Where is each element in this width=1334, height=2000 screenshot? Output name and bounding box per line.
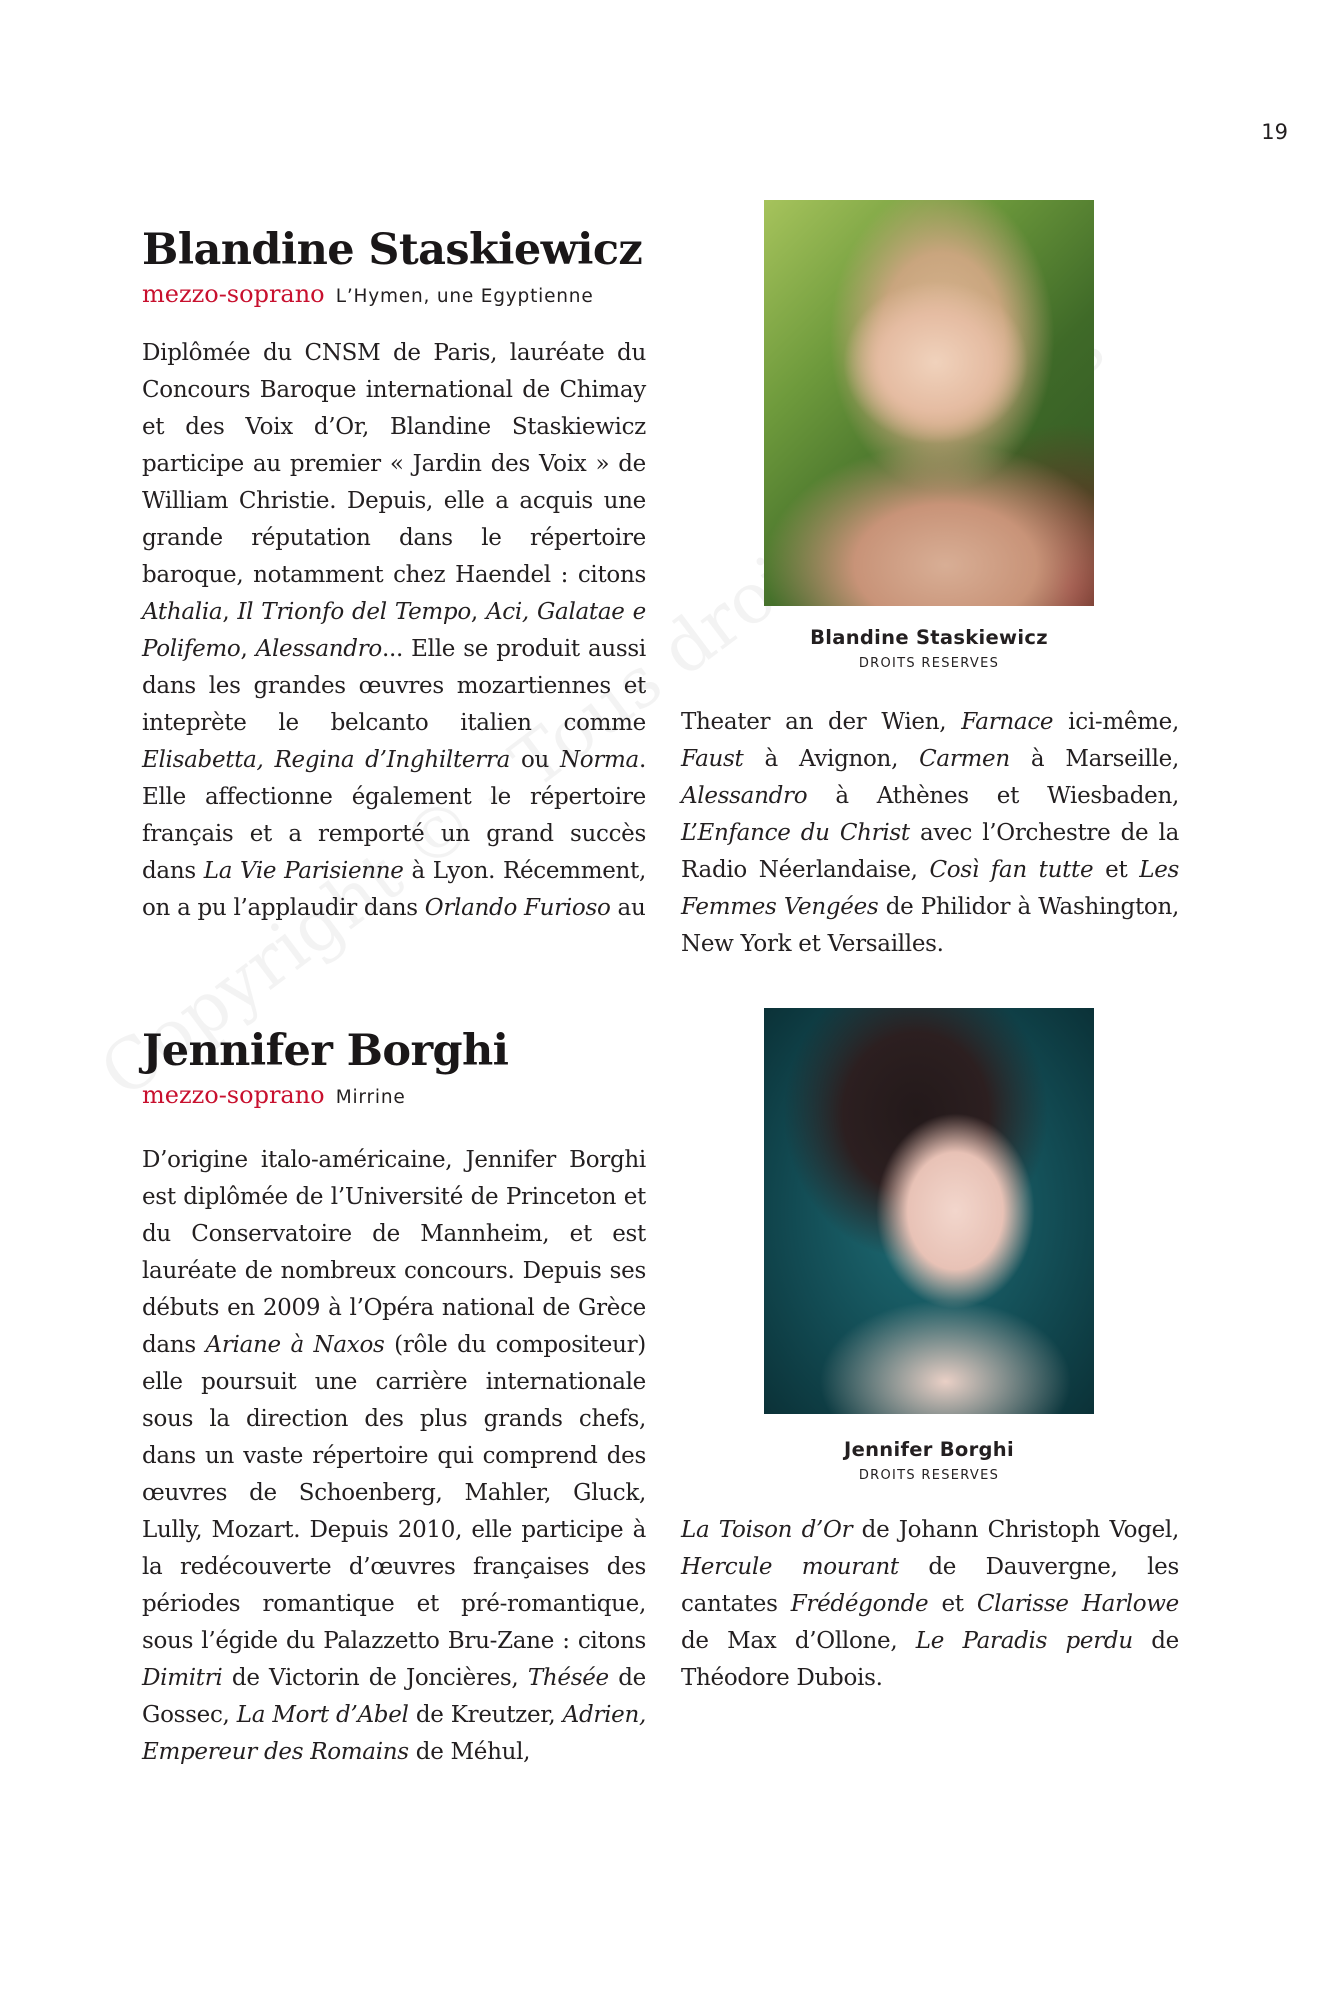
photo-credit: DROITS RESERVES [858,656,1000,671]
photo-caption: Jennifer Borghi [844,1438,1014,1461]
artist-name: Jennifer Borghi [142,1026,509,1076]
artist-photo [764,1008,1094,1414]
opera-role: L’Hymen, une Egyptienne [335,286,594,307]
artist-name: Blandine Staskiewicz [142,225,643,275]
voice-type: mezzo-soprano [142,1081,325,1109]
artist-photo [764,200,1094,606]
voice-type: mezzo-soprano [142,280,325,308]
photo-caption: Blandine Staskiewicz [810,626,1048,649]
bio-paragraph-right: La Toison d’Or de Johann Christoph Vogel, Hercule mourant de Dauvergne, les cantates Frédégonde et Clarisse Harlowe de Max d’Ollone, Le Paradis perdu de Théodore Dubois. [681,1517,1179,1691]
opera-role: Mirrine [335,1087,406,1108]
bio-paragraph-right: Theater an der Wien, Farnace ici-même, Faust à Avignon, Carmen à Marseille, Alessandro à Athènes et Wiesbaden, L’Enfance du Christ avec l’Orchestre de la Radio Néerlandaise, Così fan tutte et Les Femmes Vengées de Philidor à Washington, New York et Versailles. [681,709,1180,957]
artist-role-line [142,280,594,308]
artist-role-line [142,1081,406,1109]
page-number: 19 [1261,120,1288,144]
bio-paragraph-left: Diplômée du CNSM de Paris, lauréate du Concours Baroque international de Chimay et des Voix d’Or, Blandine Staskiewicz participe au premier « Jardin des Voix » de William Christie. Depuis, elle a acquis une grande réputation dans le répertoire baroque, notamment chez Haendel : citons Athalia, Il Trionfo del Tempo, Aci, Galatae e Polifemo, Alessandro... Elle se produit aussi dans les grandes œuvres mozartiennes et inteprète le belcanto italien comme Elisabetta, Regina d’Inghilterra ou Norma. Elle affectionne également le répertoire français et a remporté un grand succès dans La Vie Parisienne à Lyon. Récemment, on a pu l’applaudir dans Orlando Furioso au [142,340,646,921]
bio-paragraph-left: D’origine italo-américaine, Jennifer Borghi est diplômée de l’Université de Princeton et du Conservatoire de Mannheim, et est lauréate de nombreux concours. Depuis ses débuts en 2009 à l’Opéra national de Grèce dans Ariane à Naxos (rôle du compositeur) elle poursuit une carrière internationale sous la direction des plus grands chefs, dans un vaste répertoire qui comprend des œuvres de Schoenberg, Mahler, Gluck, Lully, Mozart. Depuis 2010, elle participe à la redécouverte d’œuvres françaises des périodes romantique et pré-romantique, sous l’égide du Palazzetto Bru-Zane : citons Dimitri de Victorin de Joncières, Thésée de Gossec, La Mort d’Abel de Kreutzer, Adrien, Empereur des Romains de Méhul, [142,1147,646,1765]
photo-credit: DROITS RESERVES [858,1468,1000,1483]
